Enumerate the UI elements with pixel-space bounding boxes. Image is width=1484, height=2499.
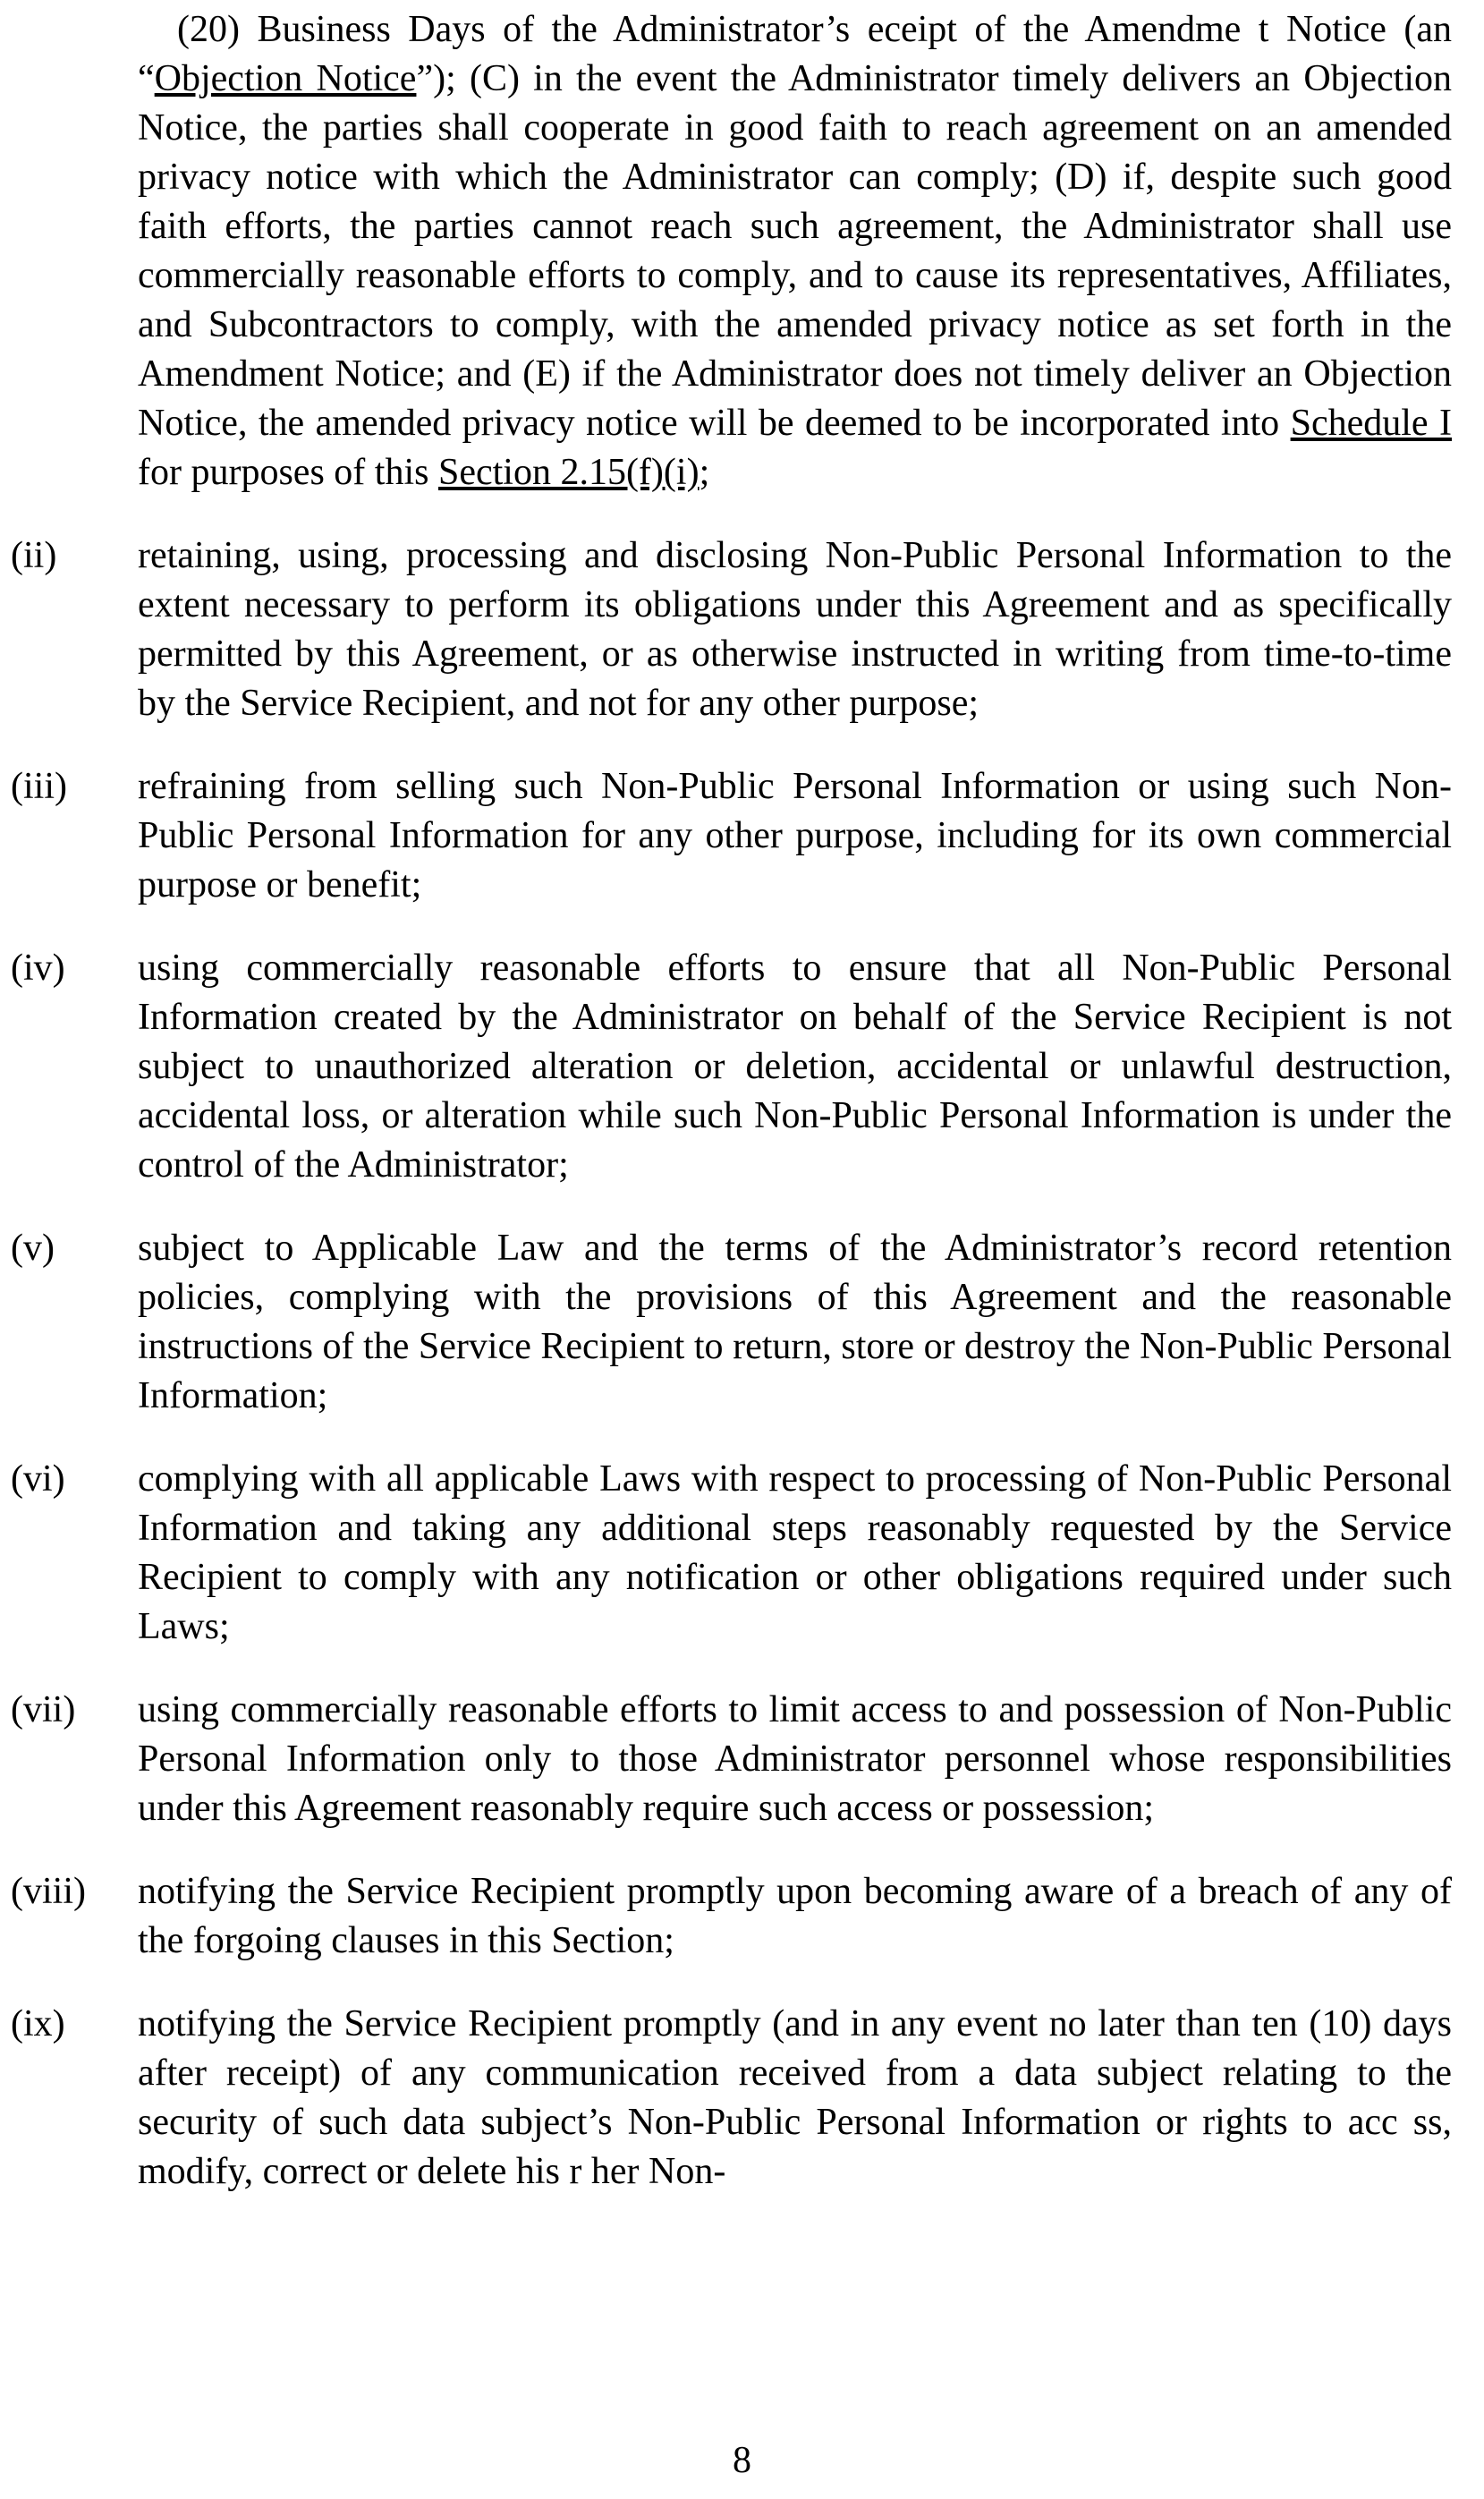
schedule-i-reference: Schedule I xyxy=(1290,403,1452,444)
clause-item-ix xyxy=(0,2000,1452,2197)
clause-item-iv xyxy=(0,944,1452,1190)
section-reference: Section 2.15(f)(i) xyxy=(437,452,700,493)
clause-label: (ii) xyxy=(11,535,57,576)
clause-label: (iv) xyxy=(11,948,65,989)
clause-label: (viii) xyxy=(11,1871,86,1912)
clause-label: (iii) xyxy=(11,766,67,807)
clause-item-vii xyxy=(0,1686,1452,1833)
clause-item-v xyxy=(0,1224,1452,1421)
clause-text: using commercially reasonable efforts to limit access to and possession of Non-Public Personal Information only to those Administrator personnel whose responsibilities under this Agreement reasonably require such access or possession; xyxy=(138,1689,1452,1829)
clause-item-iii xyxy=(0,762,1452,910)
clause-text: notifying the Service Recipient promptly upon becoming aware of a breach of any of the forgoing clauses in this Section; xyxy=(138,1871,1452,1961)
clause-text: notifying the Service Recipient promptly (and in any event no later than ten (10) days after receipt) of any communication received from a data subject relating to the security of such data subject’s Non-Public Personal Information or rights to acc ss, modify, correct or delete his r her Non- xyxy=(138,2003,1452,2192)
intro-paragraph xyxy=(138,5,1452,497)
clause-label: (v) xyxy=(11,1228,55,1269)
intro-text-connector: for purposes of this xyxy=(138,452,438,493)
intro-text-middle: ”); (C) in the event the Administrator timely delivers an Objection Notice, the parties shall cooperate in good faith to reach agreement on an amended privacy notice with which the Administrator can comply; (D) if, despite such good faith efforts, the parties cannot reach such agreement, the Administrator shall use commercially reasonable efforts to comply, and to cause its representatives, Affiliates, and Subcontractors to comply, with the amended privacy notice as set forth in the Amendment Notice; and (E) if the Administrator does not timely deliver an Objection Notice, the amended privacy notice will be deemed to be incorporated into xyxy=(138,58,1453,444)
clause-item-vi xyxy=(0,1455,1452,1652)
clause-label: (vi) xyxy=(11,1458,65,1500)
clause-text: using commercially reasonable efforts to ensure that all Non-Public Personal Information created by the Administrator on behalf of the Service Recipient is not subject to unauthorized alteration or deletion, accidental or unlawful destruction, accidental loss, or alteration while such Non-Public Personal Information is under the control of the Administrator; xyxy=(138,948,1452,1186)
objection-notice-term: Objection Notice xyxy=(154,58,417,99)
clause-item-ii xyxy=(0,531,1452,728)
intro-text-end: ; xyxy=(699,452,710,493)
clause-text: refraining from selling such Non-Public Personal Information or using such Non-Public Personal Information for any other purpose, including for its own commercial purpose or benefit; xyxy=(138,766,1452,905)
clause-text: complying with all applicable Laws with respect to processing of Non-Public Personal Information and taking any additional steps reasonably requested by the Service Recipient to comply with any notification or other obligations required under such Laws; xyxy=(138,1458,1452,1647)
clause-text: subject to Applicable Law and the terms of the Administrator’s record retention policies, complying with the provisions of this Agreement and the reasonable instructions of the Service Recipient to return, store or destroy the Non-Public Personal Information; xyxy=(138,1228,1452,1416)
clause-label: (vii) xyxy=(11,1689,76,1730)
clause-item-viii xyxy=(0,1867,1452,1966)
page-number: 8 xyxy=(733,2440,751,2481)
clause-text: retaining, using, processing and disclosing Non-Public Personal Information to the extent necessary to perform its obligations under this Agreement and as specifically permitted by this Agreement, or as otherwise instructed in writing from time-to-time by the Service Recipient, and not for any other purpose; xyxy=(138,535,1452,724)
intro-text-start: (20) Business Days of the Administrator’s eceipt of the Amendme t Notice (an “ xyxy=(138,9,1452,99)
clause-label: (ix) xyxy=(11,2003,65,2044)
